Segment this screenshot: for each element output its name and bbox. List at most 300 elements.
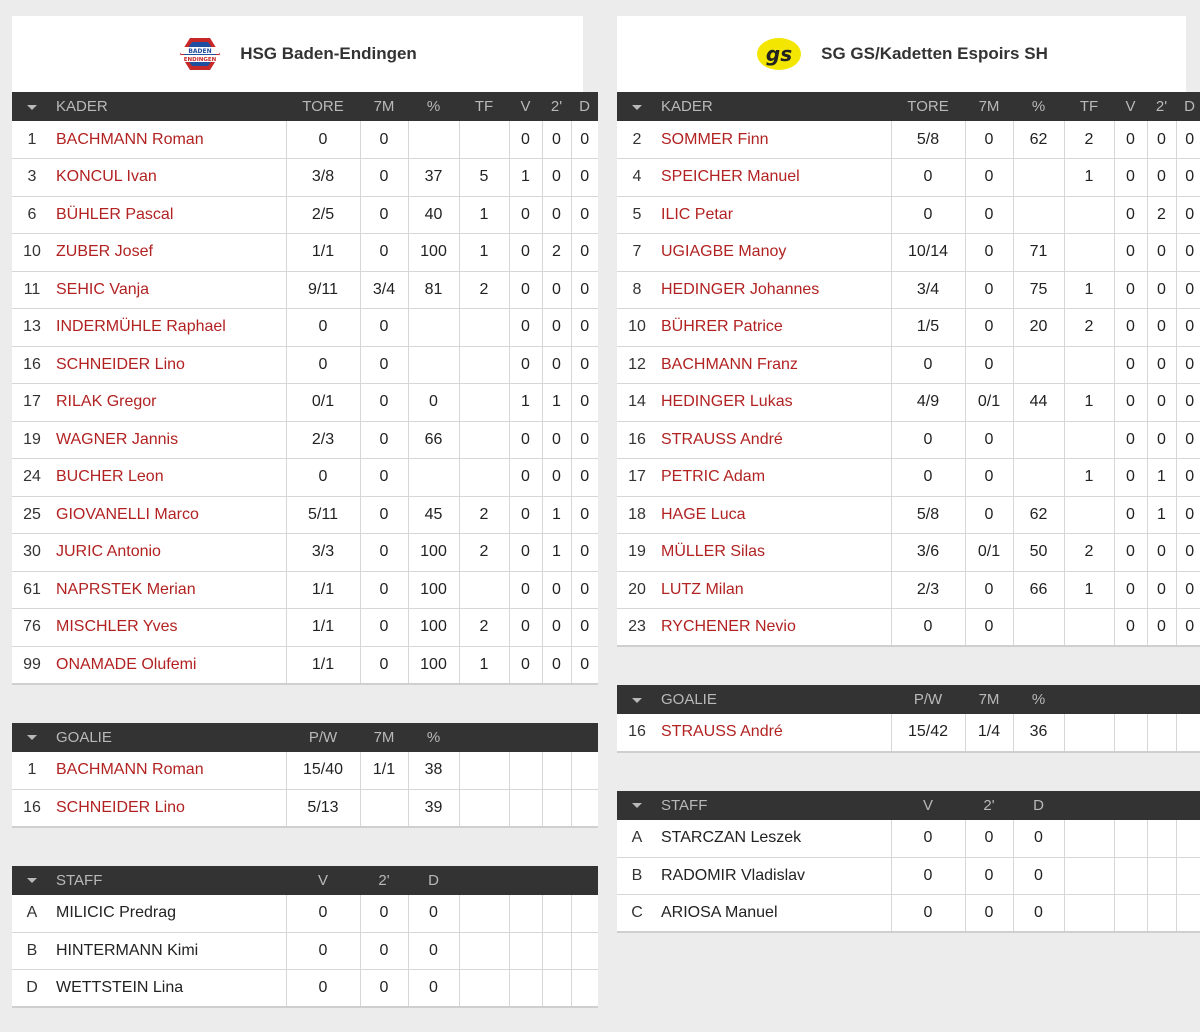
player-name-link[interactable]: WAGNER Jannis (52, 421, 286, 459)
stat-cell: 71 (1013, 234, 1064, 272)
stat-cell (1114, 714, 1147, 752)
section-spacer (617, 647, 1186, 685)
stat-cell: 0 (891, 857, 965, 895)
stat-cell: 5/8 (891, 121, 965, 159)
stat-cell: 50 (1013, 534, 1064, 572)
team-tables (12, 92, 590, 1008)
stat-cell: 3/8 (286, 159, 360, 197)
stat-cell: 0 (1114, 309, 1147, 347)
jersey-number: 24 (12, 459, 52, 497)
stat-cell: 0 (408, 895, 459, 933)
stat-cell (459, 932, 509, 970)
player-name-link[interactable]: RILAK Gregor (52, 384, 286, 422)
player-name-link[interactable]: MISCHLER Yves (52, 609, 286, 647)
stat-cell: 1 (542, 534, 571, 572)
stat-cell (542, 752, 571, 790)
stat-cell: 0 (571, 271, 598, 309)
player-name-link[interactable]: GIOVANELLI Marco (52, 496, 286, 534)
stat-cell (542, 970, 571, 1008)
stat-cell: 2/3 (286, 421, 360, 459)
stat-cell: 1/1 (286, 609, 360, 647)
jersey-number: C (617, 895, 657, 933)
table-header-row (12, 723, 598, 752)
jersey-number: 12 (617, 346, 657, 384)
jersey-number: 6 (12, 196, 52, 234)
stat-cell: 100 (408, 609, 459, 647)
stat-cell: 0 (1114, 571, 1147, 609)
player-name-link[interactable]: STRAUSS André (657, 714, 891, 752)
stat-cell: 0 (1147, 271, 1176, 309)
player-name-link[interactable]: BUCHER Leon (52, 459, 286, 497)
stat-cell: 0 (542, 309, 571, 347)
jersey-number: A (617, 820, 657, 858)
stat-cell: 36 (1013, 714, 1064, 752)
column-header: TF (1079, 98, 1099, 115)
stat-cell: 0 (1147, 609, 1176, 647)
column-header: 7M (978, 691, 1000, 708)
jersey-number: 11 (12, 271, 52, 309)
stat-cell: 0 (891, 459, 965, 497)
stat-cell: 0 (542, 421, 571, 459)
stat-cell: 0 (571, 571, 598, 609)
stat-cell: 100 (408, 571, 459, 609)
stat-cell: 0 (891, 421, 965, 459)
stat-cell: 0 (1114, 346, 1147, 384)
stat-cell: 0 (571, 234, 598, 272)
stat-cell (509, 789, 542, 827)
stat-cell: 0 (1114, 609, 1147, 647)
team-panel-home (12, 16, 590, 1008)
jersey-number: 1 (12, 121, 52, 159)
staff-table (12, 866, 598, 1009)
table-header-row (12, 92, 598, 121)
stat-cell: 0 (571, 309, 598, 347)
stat-cell: 0 (1147, 121, 1176, 159)
table-row (617, 196, 1200, 234)
stat-cell: 0 (509, 571, 542, 609)
stat-cell: 0 (360, 196, 408, 234)
player-name-link[interactable]: PETRIC Adam (657, 459, 891, 497)
player-name-link[interactable]: LUTZ Milan (657, 571, 891, 609)
jersey-number: 19 (617, 534, 657, 572)
section-spacer (617, 753, 1186, 791)
stat-cell: 0 (542, 159, 571, 197)
stat-cell: 9/11 (286, 271, 360, 309)
stat-cell: 0 (509, 646, 542, 684)
table-row (12, 571, 598, 609)
stat-cell: 0 (542, 271, 571, 309)
jersey-number: B (617, 857, 657, 895)
player-name-link[interactable]: HEDINGER Johannes (657, 271, 891, 309)
stat-cell: 0 (1176, 271, 1200, 309)
stat-cell: 0 (509, 609, 542, 647)
stat-cell: 0 (965, 196, 1013, 234)
table-row (12, 159, 598, 197)
stat-cell (1064, 196, 1114, 234)
stat-cell: 0 (891, 346, 965, 384)
column-header: V (1125, 98, 1136, 115)
stat-cell (1176, 714, 1200, 752)
stat-cell: 45 (408, 496, 459, 534)
stat-cell (1013, 159, 1064, 197)
stat-cell (459, 970, 509, 1008)
stat-cell: 0 (1114, 271, 1147, 309)
stat-cell: 0 (571, 459, 598, 497)
kader-table (617, 92, 1200, 647)
player-name-link[interactable]: SOMMER Finn (657, 121, 891, 159)
stat-cell (1114, 895, 1147, 933)
staff-table (617, 791, 1200, 934)
stat-cell: 1 (1064, 459, 1114, 497)
table-row (12, 895, 598, 933)
column-header: P/W (913, 691, 943, 708)
column-header (459, 866, 509, 895)
table-row (12, 534, 598, 572)
column-header: P/W (308, 728, 338, 746)
stat-cell: 0 (1147, 571, 1176, 609)
player-name-link[interactable]: KONCUL Ivan (52, 159, 286, 197)
table-row (617, 459, 1200, 497)
stat-cell (509, 970, 542, 1008)
player-name-link[interactable]: BACHMANN Franz (657, 346, 891, 384)
stat-cell: 0 (286, 459, 360, 497)
stat-cell: 0 (1147, 234, 1176, 272)
stat-cell (459, 384, 509, 422)
column-header (542, 866, 571, 895)
stat-cell: 0 (286, 346, 360, 384)
stat-cell: 0 (1147, 421, 1176, 459)
stat-cell (542, 932, 571, 970)
stat-cell (509, 752, 542, 790)
stat-cell: 0 (360, 421, 408, 459)
stat-cell: 0 (965, 609, 1013, 647)
column-header: 2' (550, 98, 563, 115)
column-header: 2' (378, 871, 390, 889)
stat-cell: 3/4 (360, 271, 408, 309)
stat-cell: 0 (965, 121, 1013, 159)
player-name-link[interactable]: UGIAGBE Manoy (657, 234, 891, 272)
stat-cell: 0 (571, 646, 598, 684)
stat-cell: 0/1 (965, 384, 1013, 422)
staff-name: WETTSTEIN Lina (52, 970, 286, 1008)
jersey-number: D (12, 970, 52, 1008)
team-tables (617, 92, 1195, 933)
stat-cell (408, 459, 459, 497)
stat-cell (542, 789, 571, 827)
goalie-table (12, 723, 598, 828)
jersey-number: 99 (12, 646, 52, 684)
stat-cell (459, 752, 509, 790)
column-header: D (1033, 796, 1044, 814)
section-spacer (12, 685, 583, 723)
team-logo-icon (178, 36, 222, 72)
stat-cell (1064, 609, 1114, 647)
player-name-link[interactable]: BACHMANN Roman (52, 121, 286, 159)
column-header: V (922, 796, 933, 814)
stat-cell: 44 (1013, 384, 1064, 422)
jersey-number: 7 (617, 234, 657, 272)
jersey-number: 76 (12, 609, 52, 647)
stat-cell (459, 571, 509, 609)
stat-cell: 0 (408, 384, 459, 422)
column-header: 7M (373, 98, 395, 115)
player-name-link[interactable]: BACHMANN Roman (52, 752, 286, 790)
stat-cell: 0 (360, 234, 408, 272)
stat-cell (1064, 895, 1114, 933)
stat-cell: 75 (1013, 271, 1064, 309)
jersey-number: 18 (617, 496, 657, 534)
stat-cell: 37 (408, 159, 459, 197)
stat-cell: 0 (571, 346, 598, 384)
collapse-caret-icon[interactable] (617, 791, 657, 820)
stat-cell: 0 (360, 346, 408, 384)
table-row (12, 789, 598, 827)
stat-cell: 0 (1147, 534, 1176, 572)
player-name-link[interactable]: ONAMADE Olufemi (52, 646, 286, 684)
stat-cell: 66 (408, 421, 459, 459)
stat-cell (408, 346, 459, 384)
table-row (617, 571, 1200, 609)
player-name-link[interactable]: INDERMÜHLE Raphael (52, 309, 286, 347)
player-name-link[interactable]: SCHNEIDER Lino (52, 789, 286, 827)
stat-cell (509, 895, 542, 933)
stat-cell: 66 (1013, 571, 1064, 609)
stat-cell: 1 (459, 234, 509, 272)
staff-name: STARCZAN Leszek (657, 820, 891, 858)
stat-cell: 0 (360, 895, 408, 933)
jersey-number: B (12, 932, 52, 970)
stat-cell (542, 895, 571, 933)
player-name-link[interactable]: MÜLLER Silas (657, 534, 891, 572)
stat-cell: 1 (459, 196, 509, 234)
stat-cell: 0 (1176, 459, 1200, 497)
player-name-link[interactable]: SCHNEIDER Lino (52, 346, 286, 384)
stat-cell (1013, 421, 1064, 459)
column-header (1064, 791, 1114, 820)
jersey-number: 8 (617, 271, 657, 309)
stat-cell: 0 (542, 121, 571, 159)
stat-cell (408, 309, 459, 347)
stat-cell: 0 (286, 970, 360, 1008)
column-header (571, 723, 598, 752)
stat-cell: 1 (459, 646, 509, 684)
table-row (617, 234, 1200, 272)
jersey-number: 13 (12, 309, 52, 347)
column-header: TORE (302, 98, 344, 115)
section-title: GOALIE (56, 728, 112, 746)
section-title: KADER (661, 98, 713, 115)
stat-cell: 3/3 (286, 534, 360, 572)
player-name-link[interactable]: SEHIC Vanja (52, 271, 286, 309)
table-row (12, 970, 598, 1008)
stat-cell (1064, 857, 1114, 895)
stat-cell: 0 (965, 895, 1013, 933)
stat-cell: 0 (542, 609, 571, 647)
stat-cell: 2 (459, 609, 509, 647)
stat-cell: 1 (509, 384, 542, 422)
stat-cell (571, 970, 598, 1008)
stat-cell: 0 (965, 820, 1013, 858)
stat-cell: 0 (360, 609, 408, 647)
collapse-caret-icon[interactable] (12, 92, 52, 121)
column-header: V (520, 98, 531, 115)
player-name-link[interactable]: BÜHLER Pascal (52, 196, 286, 234)
stat-cell: 0 (1114, 459, 1147, 497)
jersey-number: 23 (617, 609, 657, 647)
jersey-number: 19 (12, 421, 52, 459)
stat-cell (1064, 346, 1114, 384)
stat-cell: 0 (571, 384, 598, 422)
collapse-caret-icon[interactable] (12, 866, 52, 895)
player-name-link[interactable]: NAPRSTEK Merian (52, 571, 286, 609)
stat-cell (408, 121, 459, 159)
collapse-caret-icon[interactable] (12, 723, 52, 752)
section-title: GOALIE (661, 691, 717, 708)
jersey-number: 17 (12, 384, 52, 422)
player-name-link[interactable]: SPEICHER Manuel (657, 159, 891, 197)
stat-cell: 1 (542, 384, 571, 422)
stat-cell: 0 (1176, 496, 1200, 534)
column-header: D (1184, 98, 1195, 115)
stat-cell (1013, 346, 1064, 384)
stat-cell: 3/6 (891, 534, 965, 572)
table-row (12, 932, 598, 970)
stat-cell: 39 (408, 789, 459, 827)
stat-cell: 0 (965, 421, 1013, 459)
player-name-link[interactable]: JURIC Antonio (52, 534, 286, 572)
stat-cell: 0 (965, 496, 1013, 534)
stat-cell: 0 (571, 534, 598, 572)
goalie-table (617, 685, 1200, 753)
column-header: TF (474, 98, 494, 115)
stat-cell: 0 (571, 196, 598, 234)
player-name-link[interactable]: HEDINGER Lukas (657, 384, 891, 422)
stat-cell: 1 (1064, 384, 1114, 422)
stat-cell: 0 (571, 496, 598, 534)
column-header: % (426, 98, 441, 115)
table-row (617, 496, 1200, 534)
stat-cell: 2 (459, 271, 509, 309)
team-logo-icon (755, 36, 803, 72)
team-header (617, 16, 1186, 92)
stat-cell: 100 (408, 534, 459, 572)
stat-cell: 0 (360, 121, 408, 159)
stat-cell: 0 (360, 309, 408, 347)
stat-cell (509, 932, 542, 970)
player-name-link[interactable]: HAGE Luca (657, 496, 891, 534)
staff-name: HINTERMANN Kimi (52, 932, 286, 970)
stat-cell: 5/8 (891, 496, 965, 534)
column-header (1147, 791, 1176, 820)
stat-cell (1064, 496, 1114, 534)
player-name-link[interactable]: ZUBER Josef (52, 234, 286, 272)
player-name-link[interactable]: RYCHENER Nevio (657, 609, 891, 647)
stat-cell: 0 (571, 159, 598, 197)
player-name-link[interactable]: BÜHRER Patrice (657, 309, 891, 347)
stat-cell: 4/9 (891, 384, 965, 422)
stat-cell: 0 (1176, 159, 1200, 197)
stat-cell: 0 (965, 271, 1013, 309)
jersey-number: 16 (12, 789, 52, 827)
player-name-link[interactable]: ILIC Petar (657, 196, 891, 234)
section-spacer (12, 828, 583, 866)
table-row (12, 271, 598, 309)
team-panel-away (617, 16, 1195, 933)
stat-cell: 0 (360, 534, 408, 572)
team-name: SG GS/Kadetten Espoirs SH (821, 44, 1048, 63)
stat-cell: 0 (965, 309, 1013, 347)
jersey-number: 3 (12, 159, 52, 197)
stat-cell: 0 (965, 571, 1013, 609)
stat-cell: 62 (1013, 496, 1064, 534)
stat-cell (571, 932, 598, 970)
stat-cell (1176, 857, 1200, 895)
stat-cell: 0 (360, 970, 408, 1008)
collapse-caret-icon[interactable] (617, 685, 657, 714)
stat-cell: 0 (509, 309, 542, 347)
stat-cell: 20 (1013, 309, 1064, 347)
stat-cell: 0 (1114, 196, 1147, 234)
stat-cell (1064, 421, 1114, 459)
stat-cell (1147, 714, 1176, 752)
stat-cell (1013, 609, 1064, 647)
column-header: % (1031, 98, 1046, 115)
stat-cell: 1/1 (360, 752, 408, 790)
stat-cell: 0 (1176, 384, 1200, 422)
table-row (617, 159, 1200, 197)
stat-cell: 38 (408, 752, 459, 790)
stat-cell: 0 (1114, 159, 1147, 197)
jersey-number: 1 (12, 752, 52, 790)
jersey-number: 30 (12, 534, 52, 572)
stat-cell: 0 (891, 159, 965, 197)
stat-cell (459, 895, 509, 933)
stat-cell (1147, 820, 1176, 858)
table-row (12, 496, 598, 534)
stat-cell: 1/1 (286, 571, 360, 609)
stat-cell: 0 (509, 196, 542, 234)
stat-cell (1013, 459, 1064, 497)
stat-cell: 100 (408, 646, 459, 684)
stat-cell: 15/42 (891, 714, 965, 752)
stat-cell: 0 (571, 421, 598, 459)
table-row (617, 346, 1200, 384)
stat-cell (571, 895, 598, 933)
svg-text:ENDINGEN: ENDINGEN (183, 57, 217, 63)
stat-cell: 2 (459, 496, 509, 534)
column-header (1176, 791, 1200, 820)
stat-cell: 10/14 (891, 234, 965, 272)
jersey-number: 61 (12, 571, 52, 609)
stat-cell: 0 (965, 234, 1013, 272)
collapse-caret-icon[interactable] (617, 92, 657, 121)
column-header: % (1031, 691, 1046, 708)
stat-cell (1013, 196, 1064, 234)
stat-cell: 1 (1147, 496, 1176, 534)
stat-cell (459, 459, 509, 497)
stat-cell (459, 346, 509, 384)
stat-cell: 0 (509, 271, 542, 309)
stat-cell (360, 789, 408, 827)
player-name-link[interactable]: STRAUSS André (657, 421, 891, 459)
table-row (12, 459, 598, 497)
table-row (12, 384, 598, 422)
stat-cell: 0 (509, 534, 542, 572)
stat-cell: 0 (965, 857, 1013, 895)
stat-cell: 0 (408, 970, 459, 1008)
jersey-number: 4 (617, 159, 657, 197)
stat-cell: 5 (459, 159, 509, 197)
